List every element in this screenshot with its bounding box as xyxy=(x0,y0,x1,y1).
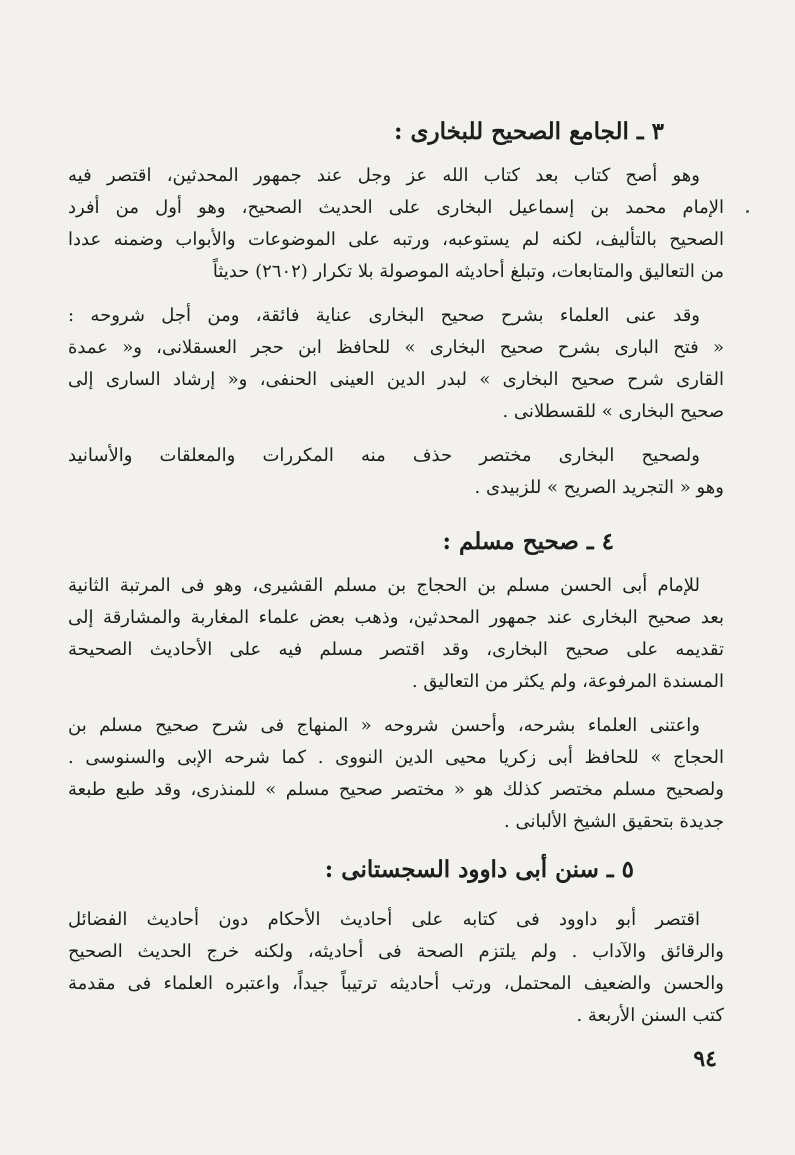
section-heading-bukhari: ٣ ـ الجامع الصحيح للبخارى : xyxy=(394,118,664,145)
text-line: الحجاج » للحافظ أبى زكريا محيى الدين النووى . كما شرحه الإبى والسنوسى . xyxy=(68,747,724,768)
section-heading-muslim: ٤ ـ صحيح مسلم : xyxy=(442,528,614,555)
paragraph xyxy=(68,904,724,1032)
text-line: « فتح البارى بشرح صحيح البخارى » للحافظ ابن حجر العسقلانى، و« عمدة xyxy=(68,337,724,358)
paragraph xyxy=(68,300,724,428)
paragraph xyxy=(68,160,724,288)
text-line: للإمام أبى الحسن مسلم بن الحجاج بن مسلم القشيرى، وهو فى المرتبة الثانية xyxy=(68,575,700,596)
text-line: الإمام محمد بن إسماعيل البخارى على الحديث الصحيح، وهو أول من أفرد xyxy=(68,197,724,218)
text-line: الصحيح بالتأليف، لكنه لم يستوعبه، ورتبه على الموضوعات والأبواب وضمنه عددا xyxy=(68,229,724,250)
paragraph xyxy=(68,440,724,504)
text-line: والحسن والضعيف المحتمل، ورتب أحاديثه ترتيباً جيداً، واعتبره العلماء فى مقدمة xyxy=(68,973,724,994)
text-line: وهو أصح كتاب بعد كتاب الله عز وجل عند جمهور المحدثين، اقتصر فيه xyxy=(68,165,700,186)
text-line: وهو « التجريد الصريح » للزبيدى . xyxy=(474,477,724,498)
margin-mark xyxy=(746,210,749,213)
text-line: ولصحيح مسلم مختصر كذلك هو « مختصر صحيح مسلم » للمنذرى، وقد طبع طبعة xyxy=(68,779,724,800)
page-number: ٩٤ xyxy=(693,1046,717,1072)
text-line: صحيح البخارى » للقسطلانى . xyxy=(502,401,724,422)
section-heading-abu-dawud: ٥ ـ سنن أبى داوود السجستانى : xyxy=(324,856,634,883)
text-line: والرقائق والآداب . ولم يلتزم الصحة فى أحاديثه، ولكنه خرج الحديث الصحيح xyxy=(68,941,724,962)
text-line: المسندة المرفوعة، ولم يكثر من التعاليق . xyxy=(411,671,724,692)
text-line: كتب السنن الأربعة . xyxy=(576,1005,724,1026)
paragraph xyxy=(68,570,724,698)
text-line: جديدة بتحقيق الشيخ الألبانى . xyxy=(504,811,724,832)
text-line: من التعاليق والمتابعات، وتبلغ أحاديثه الموصولة بلا تكرار (٢٦٠٢) حديثاً xyxy=(212,261,724,282)
text-line: واعتنى العلماء بشرحه، وأحسن شروحه « المنهاج فى شرح صحيح مسلم بن xyxy=(68,715,700,736)
text-line: تقديمه على صحيح البخارى، وقد اقتصر مسلم فيه على الأحاديث الصحيحة xyxy=(68,639,724,660)
text-line: بعد صحيح البخارى عند جمهور المحدثين، وذهب بعض علماء المغاربة والمشارقة إلى xyxy=(68,607,724,628)
text-line: وقد عنى العلماء بشرح صحيح البخارى عناية فائقة، ومن أجل شروحه : xyxy=(68,305,700,326)
paragraph xyxy=(68,710,724,838)
text-line: القارى شرح صحيح البخارى » لبدر الدين العينى الحنفى، و« إرشاد السارى إلى xyxy=(68,369,724,390)
text-line: ولصحيح البخارى مختصر حذف منه المكررات والمعلقات والأسانيد xyxy=(68,445,700,466)
text-line: اقتصر أبو داوود فى كتابه على أحاديث الأحكام دون أحاديث الفضائل xyxy=(68,909,700,930)
page-content xyxy=(68,112,724,1044)
